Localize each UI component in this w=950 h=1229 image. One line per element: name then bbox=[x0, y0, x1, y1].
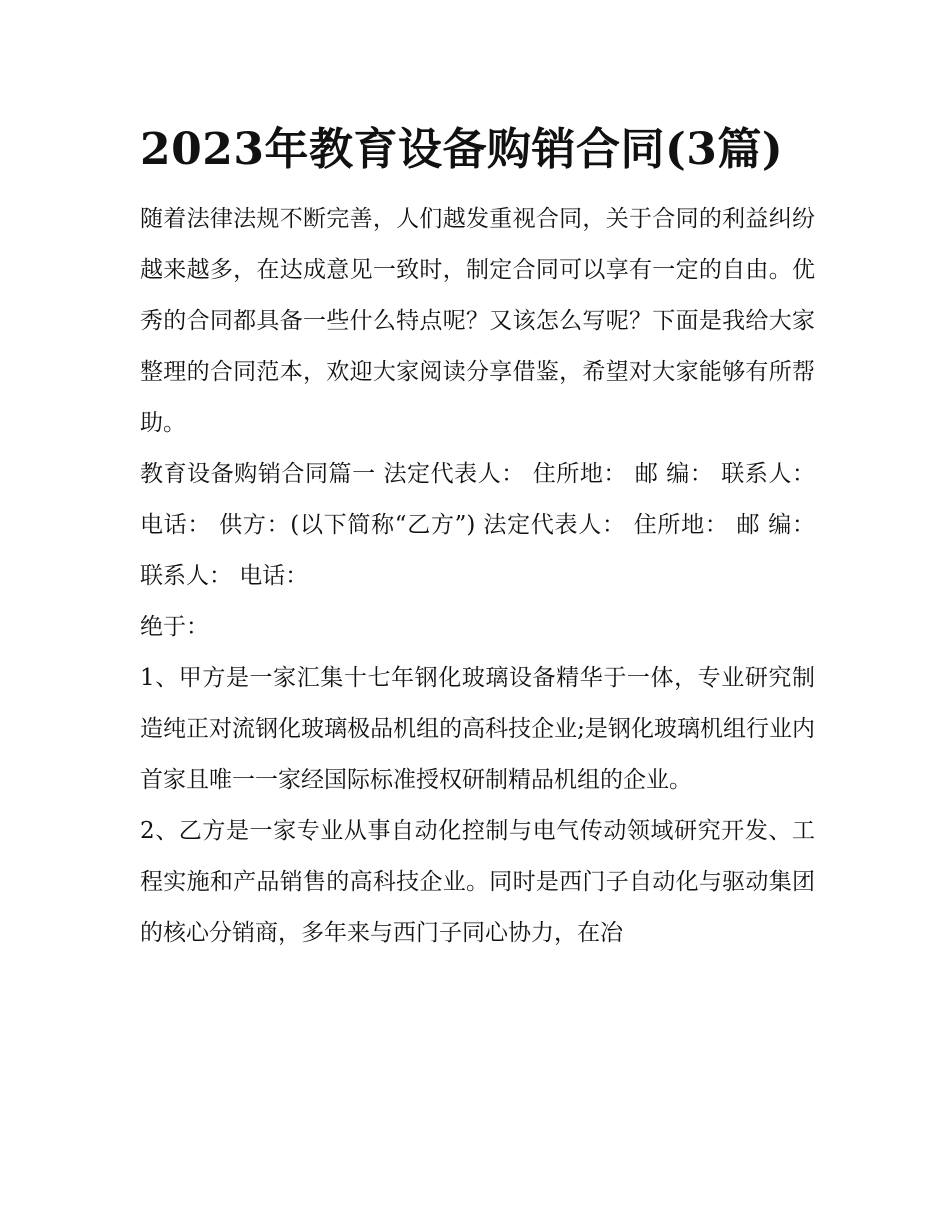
clause-1-paragraph: 1、甲方是一家汇集十七年钢化玻璃设备精华于一体，专业研究制造纯正对流钢化玻璃极品机组的高科技企业;是钢化玻璃机组行业内首家且唯一一家经国际标准授权研制精品机组的企业。 bbox=[140, 665, 815, 793]
document-page bbox=[140, 112, 815, 959]
document-title: 2023年教育设备购销合同(3篇) bbox=[140, 124, 784, 175]
intro-paragraph: 随着法律法规不断完善，人们越发重视合同，关于合同的利益纠纷越来越多，在达成意见一致时，制定合同可以享有一定的自由。优秀的合同都具备一些什么特点呢？又该怎么写呢？下面是我给大家整理的合同范本，欢迎大家阅读分享借鉴，希望对大家能够有所帮助。 bbox=[140, 206, 815, 436]
contract-parties-paragraph: 教育设备购销合同篇一 法定代表人： 住所地： 邮 编： 联系人： 电话： 供方：(以下简称“乙方”) 法定代表人： 住所地： 邮 编： 联系人： 电话： bbox=[140, 461, 815, 589]
clause-2-paragraph: 2、乙方是一家专业从事自动化控制与电气传动领域研究开发、工程实施和产品销售的高科技企业。同时是西门子自动化与驱动集团的核心分销商，多年来与西门子同心协力，在冶 bbox=[140, 818, 815, 946]
section-heading-paragraph: 绝于： bbox=[140, 614, 209, 640]
